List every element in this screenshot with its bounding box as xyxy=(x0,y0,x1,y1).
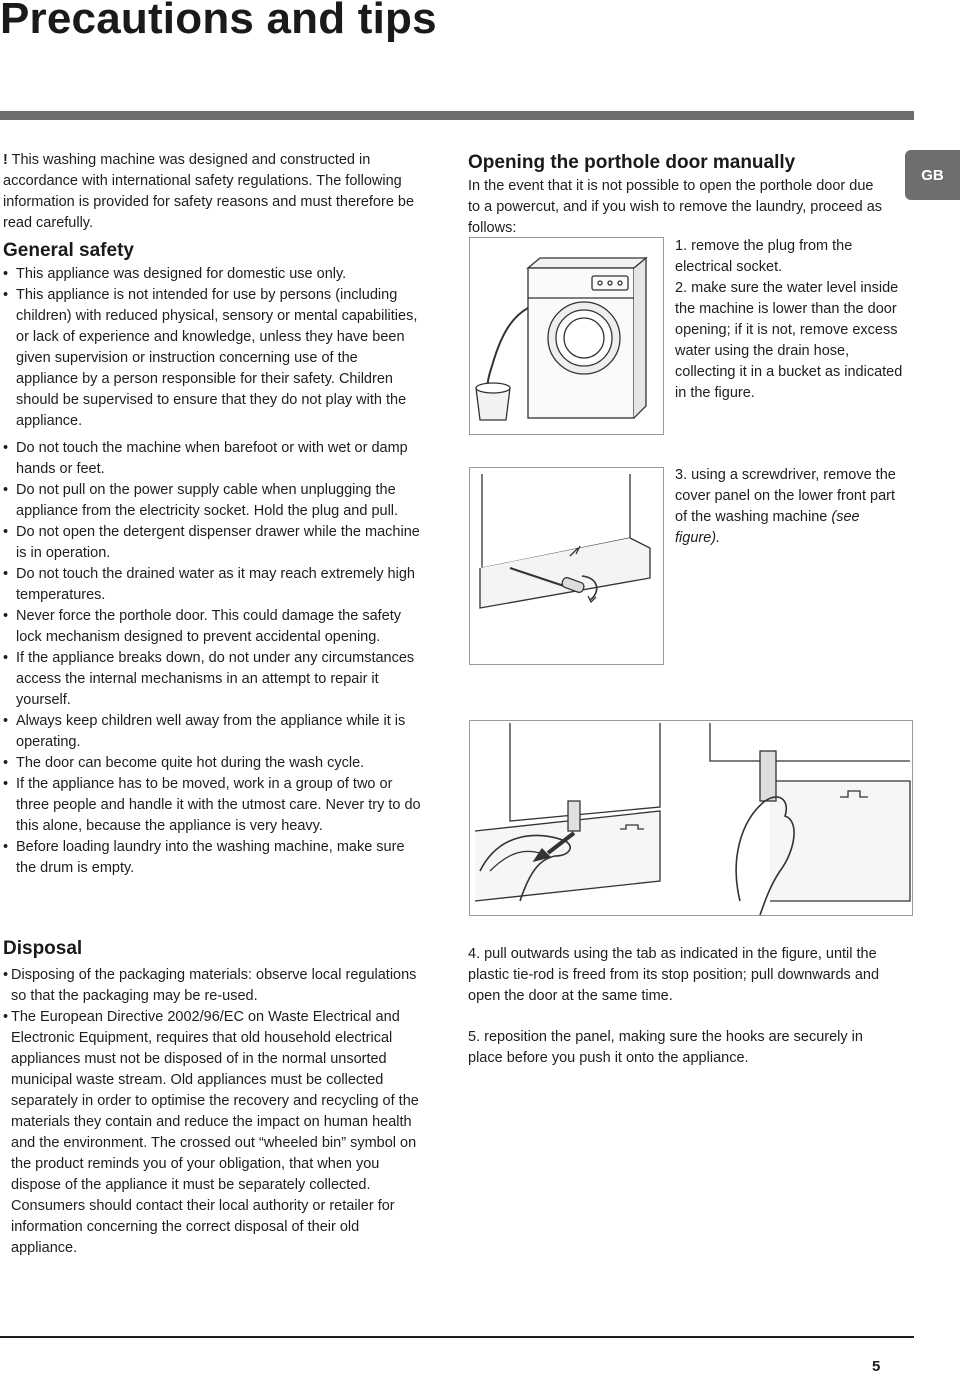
pull-tab-figure xyxy=(469,720,913,916)
general-safety-list xyxy=(3,264,423,879)
porthole-heading: Opening the porthole door manually xyxy=(468,152,796,173)
step-2: 2. make sure the water level inside the machine is lower than the door opening; if it is not, remove excess water using the drain hose, collecting it in a bucket as indicated in the figure. xyxy=(675,280,903,401)
screwdriver-illustration xyxy=(470,468,663,664)
list-item: • Disposing of the packaging materials: observe local regulations so that the packaging may be re-used. xyxy=(3,965,423,1007)
step-4: 4. pull outwards using the tab as indicated in the figure, until the plastic tie-rod is freed from its stop position; pull downwards and open the door at the same time. xyxy=(468,946,880,1004)
left-column xyxy=(3,150,423,879)
screwdriver-figure xyxy=(469,467,664,665)
list-item: • Do not pull on the power supply cable when unplugging the appliance from the electricity socket. Hold the plug and pull. xyxy=(3,480,423,522)
list-item: • The door can become quite hot during the wash cycle. xyxy=(3,753,423,774)
list-item: • If the appliance breaks down, do not under any circumstances access the internal mechanisms in an attempt to repair it yourself. xyxy=(3,648,423,711)
list-item: • The European Directive 2002/96/EC on Waste Electrical and Electronic Equipment, requires that old household electrical appliances must not be disposed of in the normal unsorted municipal waste stream. Old appliances must be collected separately in order to optimise the recovery and recycling of the materials they contain and reduce the impact on human health and the environment. The crossed out “wheeled bin” symbol on the product reminds you of your obligation, that when you dispose of the appliance it must be separately collected. Consumers should contact their local authority or retailer for information concerning the correct disposal of their old appliance. xyxy=(3,1007,423,1259)
right-column xyxy=(468,150,888,239)
step-1: 1. remove the plug from the electrical socket. xyxy=(675,238,853,275)
list-item: • This appliance is not intended for use by persons (including children) with reduced physical, sensory or mental capabilities, or lack of experience and knowledge, unless they have been given supervision or instruction concerning use of the appliance by a person responsible for their safety. Children should be supervised to ensure that they do not play with the appliance. xyxy=(3,285,423,432)
language-tab: GB xyxy=(905,150,960,200)
list-item: • Always keep children well away from the appliance while it is operating. xyxy=(3,711,423,753)
title-rule xyxy=(0,111,914,120)
step-3 xyxy=(675,465,905,549)
drain-hose-figure xyxy=(469,237,664,435)
step-3-text: 3. using a screwdriver, remove the cover panel on the lower front part of the washing machine xyxy=(675,467,896,525)
porthole-intro: In the event that it is not possible to open the porthole door due to a powercut, and if you wish to remove the laundry, proceed as follows: xyxy=(468,178,883,236)
page-title: Precautions and tips xyxy=(0,0,437,43)
washing-machine-illustration xyxy=(470,238,663,434)
page-number: 5 xyxy=(872,1358,881,1375)
step-3-note: (see figure). xyxy=(675,509,860,546)
disposal-heading: Disposal xyxy=(3,938,83,959)
list-item: • If the appliance has to be moved, work in a group of two or three people and handle it with the utmost care. Never try to do this alone, because the appliance is very heavy. xyxy=(3,774,423,837)
list-item: • Do not touch the drained water as it may reach extremely high temperatures. xyxy=(3,564,423,606)
list-item: • This appliance was designed for domestic use only. xyxy=(3,264,423,285)
pull-tab-illustration xyxy=(470,721,912,915)
general-safety-heading: General safety xyxy=(3,240,134,261)
disposal-list xyxy=(3,965,423,1259)
intro-paragraph xyxy=(3,150,423,234)
list-item: • Do not open the detergent dispenser drawer while the machine is in operation. xyxy=(3,522,423,564)
intro-text: This washing machine was designed and constructed in accordance with international safety regulations. The following information is provided for safety reasons and must therefore be read carefully. xyxy=(3,152,415,231)
disposal-section xyxy=(3,936,423,1259)
warning-mark: ! xyxy=(3,152,8,168)
footer-rule xyxy=(0,1336,914,1338)
list-item: • Never force the porthole door. This could damage the safety lock mechanism designed to prevent accidental opening. xyxy=(3,606,423,648)
step-5: 5. reposition the panel, making sure the hooks are securely in place before you push it onto the appliance. xyxy=(468,1029,863,1066)
list-item: • Do not touch the machine when barefoot or with wet or damp hands or feet. xyxy=(3,438,423,480)
list-item: • Before loading laundry into the washing machine, make sure the drum is empty. xyxy=(3,837,423,879)
